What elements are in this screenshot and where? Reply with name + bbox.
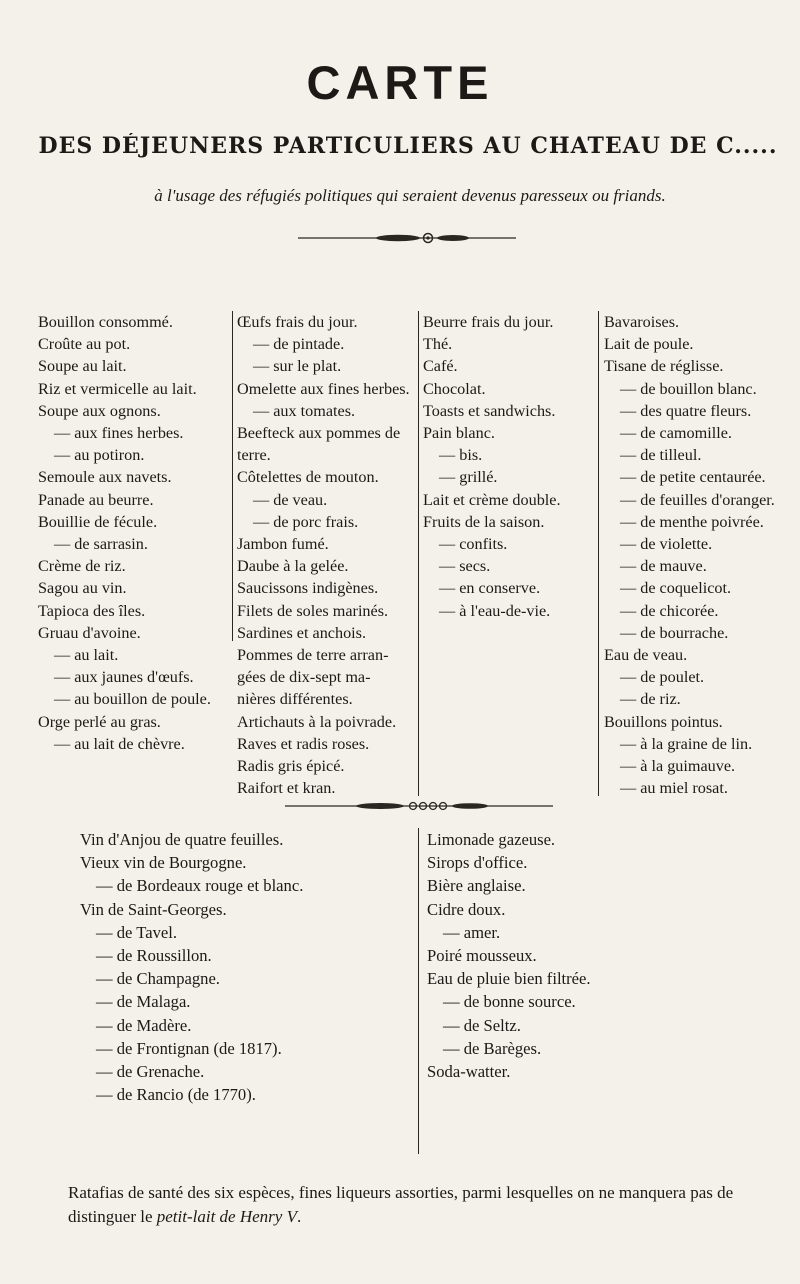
drink-item: — de Madère. [96, 1015, 192, 1035]
column-divider [232, 311, 233, 641]
column-soups [38, 311, 211, 755]
menu-item: — de chicorée. [620, 601, 719, 620]
menu-item: Crème de riz. [38, 557, 126, 576]
menu-item: — à la guimauve. [620, 757, 736, 776]
menu-item: Bouillie de fécule. [38, 512, 158, 531]
menu-item: — bis. [439, 446, 483, 465]
menu-item: Beefteck aux pommes de [237, 424, 401, 443]
drink-item: Cidre doux. [427, 899, 506, 919]
column-dishes [237, 311, 410, 799]
menu-item: — sur le plat. [253, 357, 342, 376]
drink-item: — amer. [443, 922, 501, 942]
menu-item: Soupe aux ognons. [38, 401, 161, 420]
menu-item: Beurre frais du jour. [423, 313, 554, 331]
drink-item: Sirops d'office. [427, 853, 528, 873]
page-subtitle: DES DÉJEUNERS PARTICULIERS AU CHATEAU DE C..... [38, 133, 778, 159]
menu-item: Gruau d'avoine. [38, 623, 141, 642]
menu-item: Bouillon consommé. [38, 313, 173, 331]
menu-item: — de violette. [620, 535, 713, 554]
menu-item: — des quatre fleurs. [620, 401, 752, 420]
menu-item: Semoule aux navets. [38, 468, 172, 487]
menu-item: Chocolat. [423, 379, 486, 398]
menu-item: — aux fines herbes. [54, 424, 184, 443]
drink-item: — de Roussillon. [96, 946, 212, 966]
menu-item: Jambon fumé. [237, 535, 329, 554]
menu-item: Raifort et kran. [237, 779, 336, 798]
drink-item: Vin d'Anjou de quatre feuilles. [80, 830, 284, 849]
menu-item: Pommes de terre arran- [237, 646, 389, 665]
menu-item: Bavaroises. [604, 313, 680, 331]
menu-item: Sagou au vin. [38, 579, 127, 598]
drink-item: Soda-watter. [427, 1062, 511, 1082]
menu-item: Eau de veau. [604, 646, 688, 665]
drink-item: — de Malaga. [96, 992, 191, 1012]
middle-ornament-rule [285, 800, 553, 812]
menu-item: — au miel rosat. [620, 779, 728, 798]
column-divider [598, 311, 599, 796]
drink-item: Poiré mousseux. [427, 946, 537, 966]
menu-item: Panade au beurre. [38, 490, 154, 509]
menu-item: — au bouillon de poule. [54, 690, 211, 709]
drink-item: Bière anglaise. [427, 876, 526, 896]
menu-item: Thé. [423, 335, 453, 354]
menu-item: — de menthe poivrée. [620, 512, 764, 531]
footer-italic: petit-lait de Henry V [156, 1207, 297, 1226]
drink-item: — de Champagne. [96, 969, 220, 989]
menu-item: Œufs frais du jour. [237, 313, 358, 331]
menu-item: Sardines et anchois. [237, 623, 367, 642]
menu-item: Croûte au pot. [38, 335, 131, 354]
drinks-soft [427, 828, 591, 1083]
menu-item: Lait et crème double. [423, 490, 561, 509]
menu-item: — de tilleul. [620, 446, 702, 465]
menu-item: Café. [423, 357, 458, 376]
column-infusions [604, 311, 775, 799]
column-breakfast [423, 311, 561, 622]
menu-item: — de mauve. [620, 557, 707, 576]
menu-item: Daube à la gelée. [237, 557, 349, 576]
menu-item: Tapioca des îles. [38, 601, 146, 620]
menu-item: Raves et radis roses. [237, 734, 370, 753]
menu-item: — de feuilles d'oranger. [620, 490, 775, 509]
drink-item: — de Seltz. [443, 1015, 521, 1035]
menu-item: Orge perlé au gras. [38, 712, 161, 731]
menu-item: Riz et vermicelle au lait. [38, 379, 197, 398]
menu-item: Fruits de la saison. [423, 512, 545, 531]
menu-item: Omelette aux fines herbes. [237, 379, 410, 398]
menu-item: — de petite centaurée. [620, 468, 766, 487]
menu-item: — confits. [439, 535, 508, 554]
drink-item: Eau de pluie bien filtrée. [427, 969, 591, 989]
drink-item: Vin de Saint-Georges. [80, 899, 227, 919]
menu-item: Filets de soles marinés. [237, 601, 389, 620]
menu-item: Toasts et sandwichs. [423, 401, 556, 420]
menu-item: nières différentes. [237, 690, 353, 709]
menu-item: — au lait de chèvre. [54, 734, 185, 753]
drinks-wines [80, 828, 303, 1106]
menu-item: — de riz. [620, 690, 681, 709]
menu-item: — de porc frais. [253, 512, 359, 531]
drink-item: — de Barèges. [443, 1038, 542, 1058]
menu-item: — grillé. [439, 468, 498, 487]
drink-item: Limonade gazeuse. [427, 830, 556, 849]
menu-item: — au lait. [54, 646, 119, 665]
page-dedication: à l'usage des réfugiés politiques qui seraient devenus paresseux ou friands. [154, 186, 666, 205]
drinks-divider [418, 828, 419, 1154]
menu-item: Soupe au lait. [38, 357, 127, 376]
drink-item: — de bonne source. [443, 992, 576, 1012]
menu-item: Lait de poule. [604, 335, 694, 354]
footer-text: Ratafias de santé des six espèces, fines liqueurs assorties, parmi lesquelles on ne manquera pas de distinguer le [68, 1183, 734, 1226]
top-ornament-rule [298, 231, 516, 245]
menu-item: Artichauts à la poivrade. [237, 712, 397, 731]
menu-item: — de pintade. [253, 335, 345, 354]
menu-item: — secs. [439, 557, 491, 576]
menu-item: — de sarrasin. [54, 535, 148, 554]
drink-item: — de Bordeaux rouge et blanc. [96, 876, 304, 896]
menu-item: — de coquelicot. [620, 579, 732, 598]
menu-item: — de poulet. [620, 668, 705, 687]
menu-item: — à la graine de lin. [620, 734, 753, 753]
menu-item: — de bouillon blanc. [620, 379, 757, 398]
menu-item: — à l'eau-de-vie. [439, 601, 551, 620]
drink-item: — de Frontignan (de 1817). [96, 1038, 282, 1058]
menu-item: Radis gris épicé. [237, 757, 345, 776]
menu-item: Pain blanc. [423, 424, 495, 443]
drink-item: Vieux vin de Bourgogne. [80, 853, 247, 873]
menu-item: gées de dix-sept ma- [237, 668, 371, 687]
menu-item: — de camomille. [620, 424, 732, 443]
menu-item: Bouillons pointus. [604, 712, 723, 731]
menu-item: Tisane de réglisse. [604, 357, 724, 376]
footer-end: . [296, 1207, 302, 1226]
menu-item: — en conserve. [439, 579, 541, 598]
column-divider [418, 311, 419, 796]
menu-item: — de bourrache. [620, 623, 729, 642]
menu-item: — de veau. [253, 490, 328, 509]
menu-item: — au potiron. [54, 446, 145, 465]
menu-item: Côtelettes de mouton. [237, 468, 379, 487]
drink-item: — de Grenache. [96, 1062, 205, 1082]
menu-item: — aux jaunes d'œufs. [54, 668, 194, 687]
menu-item: terre. [237, 446, 271, 465]
drink-item: — de Rancio (de 1770). [96, 1085, 256, 1105]
menu-item: Saucissons indigènes. [237, 579, 379, 598]
menu-item: — aux tomates. [253, 401, 356, 420]
page-title: CARTE [306, 56, 494, 109]
drink-item: — de Tavel. [96, 922, 178, 942]
footer-note [68, 1181, 768, 1229]
